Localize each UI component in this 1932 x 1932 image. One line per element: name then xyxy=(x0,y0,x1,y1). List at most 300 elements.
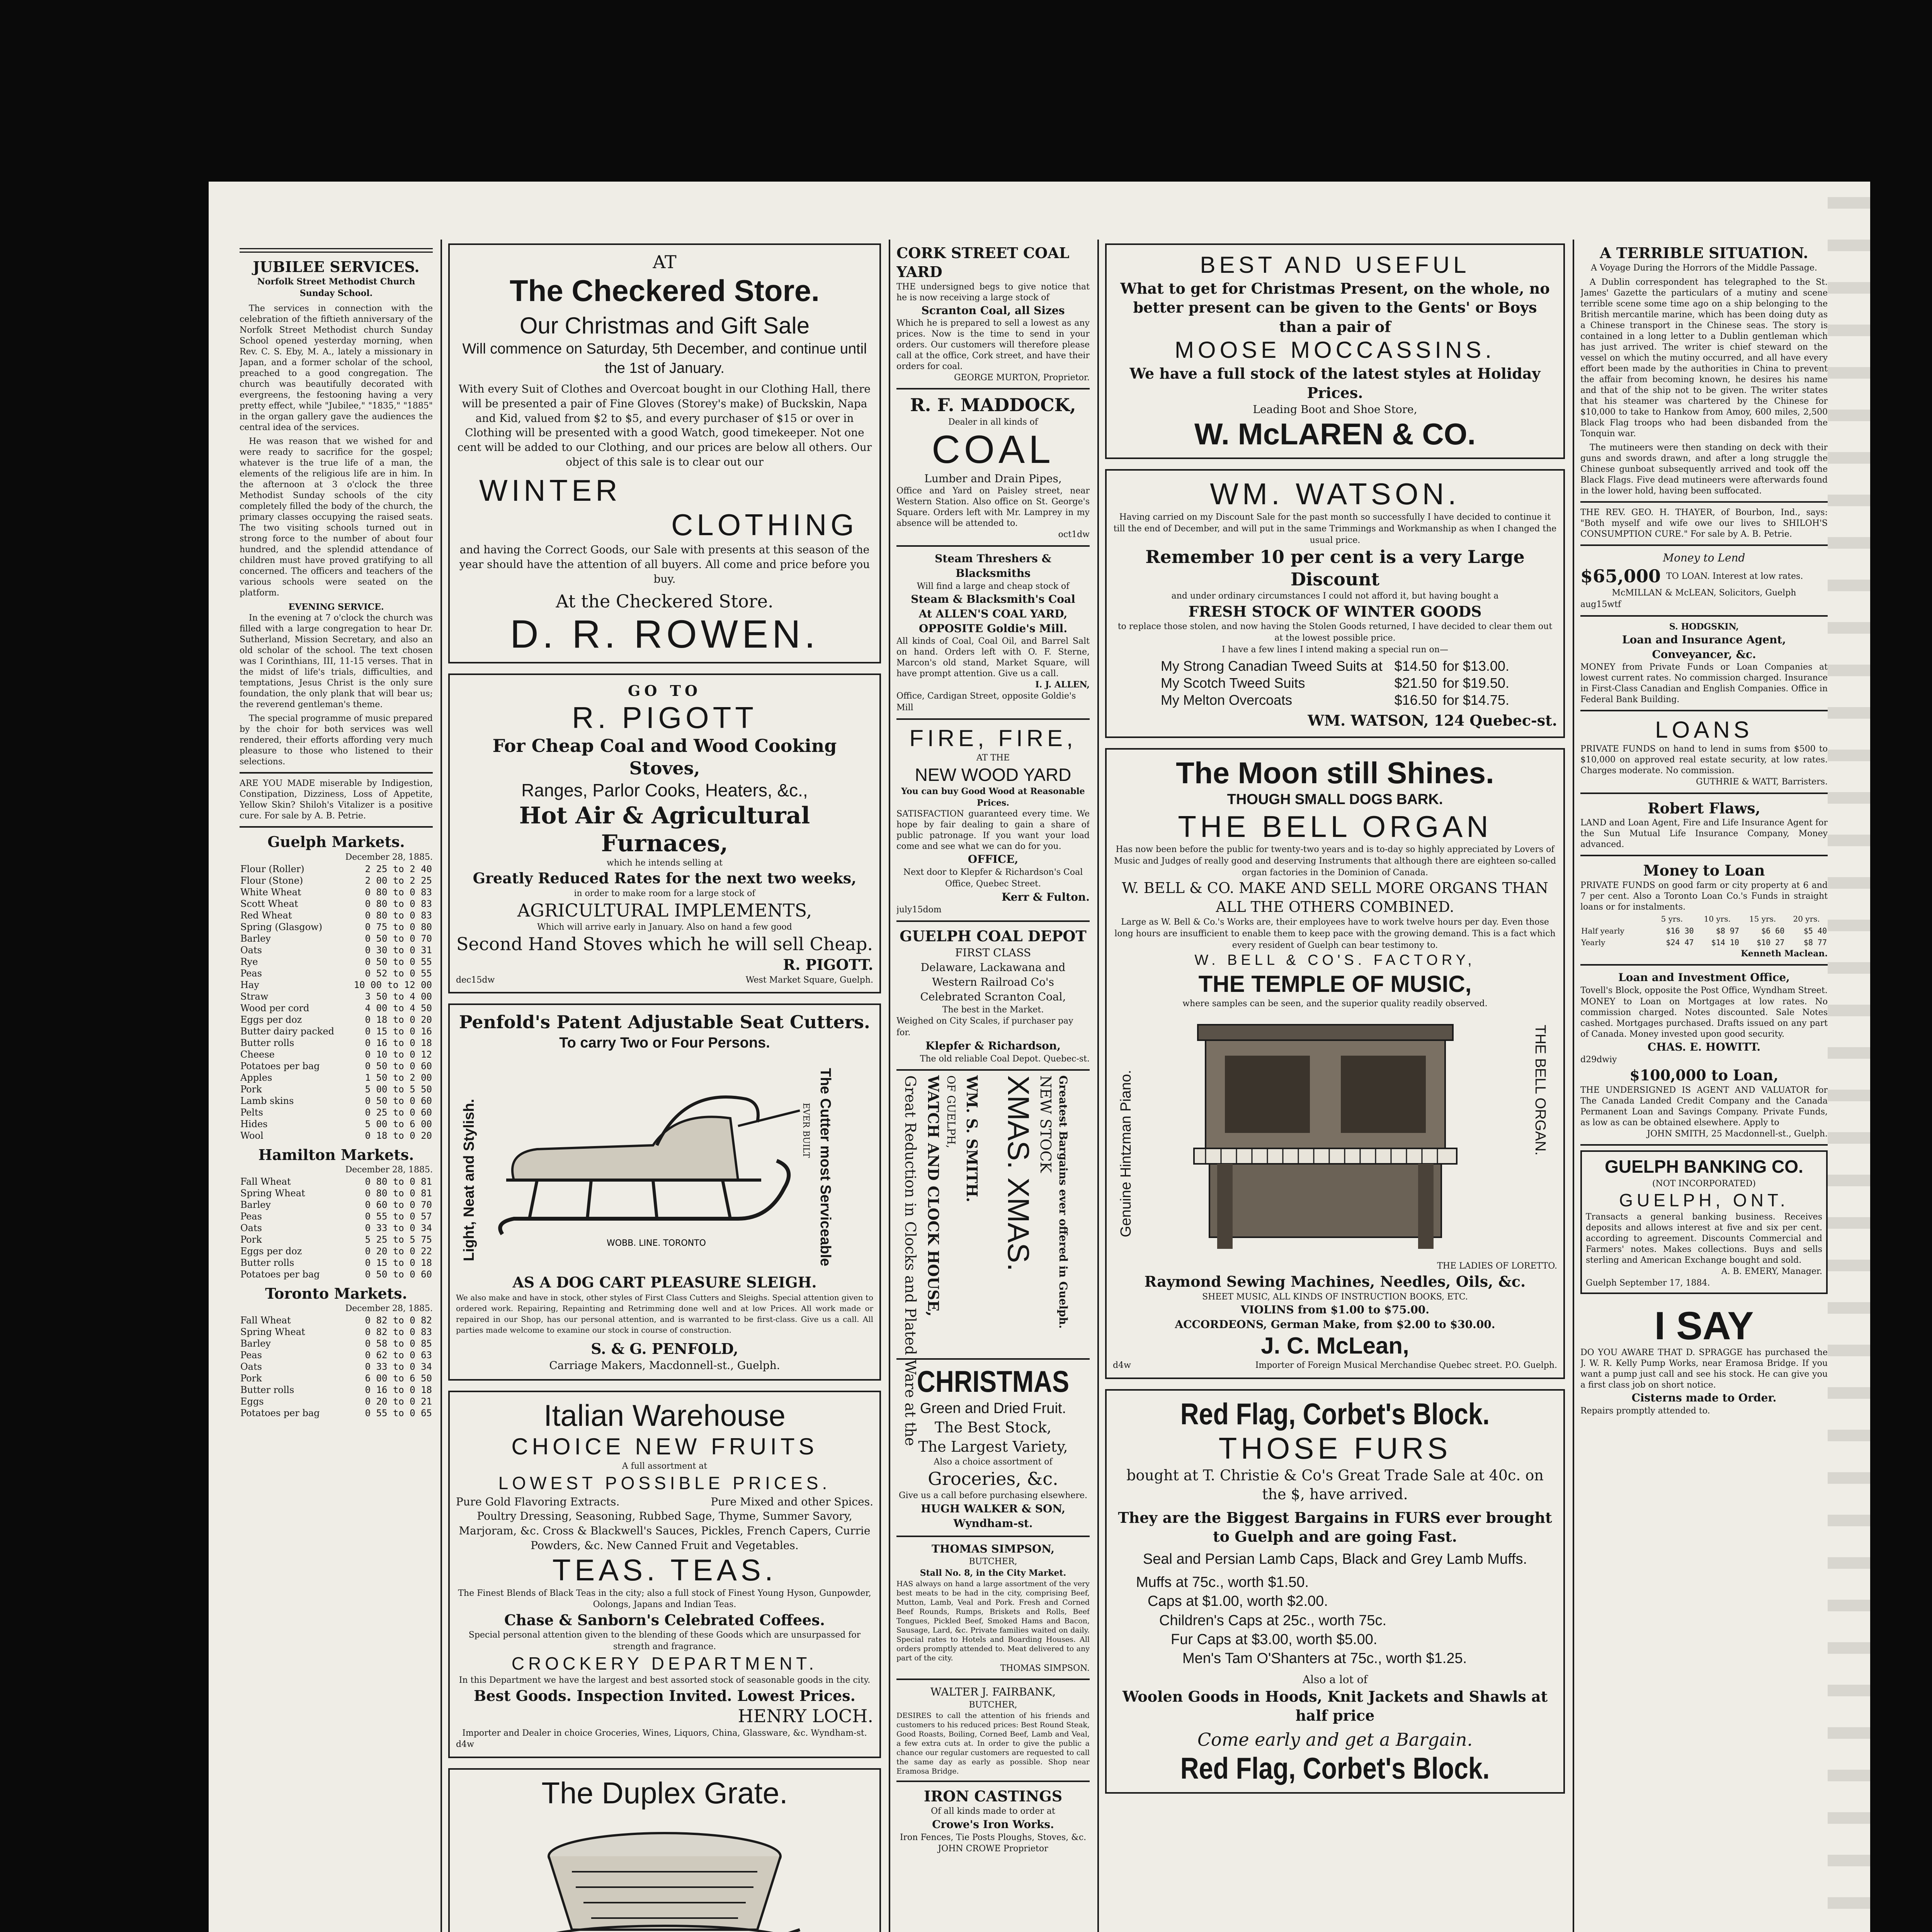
ad-signature: W. McLAREN & CO. xyxy=(1194,417,1476,451)
market-item: Potatoes per bag xyxy=(240,1060,320,1071)
ad-text: (NOT INCORPORATED) xyxy=(1652,1179,1756,1189)
ad-text: in order to make room for a large stock of xyxy=(574,888,755,898)
price-new: for $14.75. xyxy=(1442,692,1509,708)
ad-text: THE undersigned begs to give notice that he is now receiving a large stock of xyxy=(896,282,1090,303)
loan-column-header: 20 yrs. xyxy=(1793,914,1820,923)
ad-date: Guelph September 17, 1884. xyxy=(1586,1278,1710,1288)
ad-headline: GUELPH, ONT. xyxy=(1619,1190,1789,1211)
ad-text: Great Reduction in Clocks and Plated Ware at the xyxy=(902,1075,919,1446)
market-row xyxy=(240,1187,433,1199)
ad-code: oct1dw xyxy=(1058,530,1090,540)
market-row xyxy=(240,1049,433,1060)
ad-headline: Our Christmas and Gift Sale xyxy=(519,313,810,339)
ad-text: Delaware, Lackawana and Western Railroad Co's xyxy=(920,961,1066,989)
ad-text: The Cutter most Serviceable xyxy=(817,1068,833,1267)
market-item: Fall Wheat xyxy=(240,1315,291,1326)
market-row xyxy=(240,1338,433,1349)
ad-text: AT THE xyxy=(976,753,1010,763)
market-item: Eggs xyxy=(240,1396,264,1407)
ad-text: MONEY to Loan on Mortgages at low rates. No commission charged. Notes discounted. Sale Notes cashed. Mortgages purchased. Drafts issued on any part of Canada. Money invested upon good security. xyxy=(1580,997,1828,1039)
sleigh-illustration-area xyxy=(456,1056,873,1273)
ad-headline: Money to Loan xyxy=(1643,862,1765,879)
ad-headline: COAL xyxy=(932,427,1054,472)
ad-text: Large as W. Bell & Co.'s Works are, their employees have to work twelve hours per day. Even those long hours are insufficient to enable them to keep pace with the growing demand. This is a fact which every resident of Guelph can bear testimony to. xyxy=(1114,917,1556,950)
ad-headline: Groceries, &c. xyxy=(928,1468,1058,1489)
ad-headline: XMAS. XMAS. xyxy=(1002,1075,1036,1272)
ad-signature: WM. S. SMITH. xyxy=(963,1075,981,1202)
ad-text: and having the Correct Goods, our Sale with presents at this season of the year should have the attention of all buyers. All come and price before you buy. xyxy=(459,543,870,585)
market-row xyxy=(240,1245,433,1257)
market-row xyxy=(240,1095,433,1107)
ad-text: DESIRES to call the attention of his friends and customers to his reduced prices: Best Round Steak, Good Roasts, Boiling, Corned Beef, Lamb and Veal, a few extra cuts at. In order to give the public a chance our regular customers are requested to call the same day as early as possible. Shop near Eramosa Bridge. xyxy=(896,1711,1090,1776)
ad-headline: IRON CASTINGS xyxy=(923,1787,1063,1805)
ad-text: where samples can be seen, and the superior quality readily observed. xyxy=(1182,998,1488,1009)
market-row xyxy=(240,1361,433,1372)
ad-headline: CLOTHING xyxy=(671,508,858,542)
market-row xyxy=(240,933,433,944)
ad-signature: JOHN CROWE Proprietor xyxy=(938,1844,1048,1854)
market-item: Eggs per doz xyxy=(240,1245,302,1257)
market-row xyxy=(240,1372,433,1384)
column-2 xyxy=(448,243,881,1932)
ad-signature: HUGH WALKER & SON, xyxy=(921,1502,1065,1515)
market-row xyxy=(240,898,433,910)
loan-amount: $65,000 xyxy=(1580,565,1661,587)
ad-signature: GEORGE MURTON, Proprietor. xyxy=(954,372,1090,383)
market-date: December 28, 1885. xyxy=(345,852,433,862)
ad-headline: Scranton Coal, all Sizes xyxy=(921,304,1065,317)
market-title: Hamilton Markets. xyxy=(258,1146,414,1163)
ad-text: Of all kinds made to order at xyxy=(931,1806,1055,1816)
market-row xyxy=(240,863,433,875)
ad-headline: Chase & Sanborn's Celebrated Coffees. xyxy=(504,1611,825,1629)
column-4 xyxy=(1105,243,1565,1804)
ad-text: The Largest Variety, xyxy=(918,1438,1068,1455)
ad-headline: AS A DOG CART PLEASURE SLEIGH. xyxy=(512,1274,817,1291)
market-row xyxy=(240,1396,433,1407)
ad-headline: Best Goods. Inspection Invited. Lowest Prices. xyxy=(474,1687,855,1704)
market-row xyxy=(240,875,433,886)
price-new: for $13.00. xyxy=(1442,658,1509,674)
market-item: Peas xyxy=(240,1349,262,1361)
market-row xyxy=(240,1072,433,1083)
article-subheading: A Voyage During the Horrors of the Middle Passage. xyxy=(1591,263,1817,273)
loan-column-header: 10 yrs. xyxy=(1704,914,1731,923)
market-row xyxy=(240,1199,433,1211)
loan-payment: $16 30 xyxy=(1666,926,1694,935)
market-item: Barley xyxy=(240,1199,271,1210)
loan-payment: $14 10 xyxy=(1711,937,1739,947)
market-price: 0 25 to 0 60 xyxy=(365,1107,432,1118)
shiloh-ad: ARE YOU MADE miserable by Indigestion, Constipation, Dizziness, Loss of Appetite, Yellow Skin? Shiloh's Vitalizer is a positive cure. For sale by A. B. Petrie. xyxy=(240,779,433,821)
market-row xyxy=(240,1315,433,1326)
rule xyxy=(896,920,1090,922)
ad-headline: FIRE, FIRE, xyxy=(909,725,1077,751)
ad-text: Office and Yard on Paisley street, near Western Station. Also office on St. George's Square. Orders left with Mr. Lamprey in my absence will be attended to. xyxy=(896,486,1090,529)
market-row xyxy=(240,956,433,968)
market-row xyxy=(240,1176,433,1187)
ad-signature: R. PIGOTT. xyxy=(783,956,873,974)
ad-text: I have a few lines I intend making a special run on— xyxy=(1222,645,1448,655)
ad-headline: MOOSE MOCCASSINS. xyxy=(1174,337,1496,363)
ad-text: TO LOAN. Interest at low rates. xyxy=(1666,571,1803,581)
market-row xyxy=(240,1083,433,1095)
market-item: Hides xyxy=(240,1118,268,1129)
ad-code: dec15dw xyxy=(456,975,495,985)
loan-payment: $5 40 xyxy=(1803,926,1827,935)
ad-text: We have a full stock of the latest styles at Holiday Prices. xyxy=(1129,365,1541,401)
ad-text: SHEET MUSIC, ALL KINDS OF INSTRUCTION BOOKS, ETC. xyxy=(1202,1292,1468,1302)
rule xyxy=(896,388,1090,389)
market-price: 0 80 to 0 83 xyxy=(365,898,432,909)
ad-code: d4w xyxy=(456,1740,474,1750)
market-item: Butter rolls xyxy=(240,1384,294,1395)
ad-headline: Loan and Investment Office, xyxy=(1618,971,1790,984)
market-row xyxy=(240,991,433,1002)
ad-headline: Cisterns made to Order. xyxy=(1631,1391,1777,1405)
market-item: Scott Wheat xyxy=(240,898,298,909)
market-price: 0 82 to 0 82 xyxy=(365,1315,432,1326)
column-rule xyxy=(889,240,890,1932)
market-price: 0 50 to 0 70 xyxy=(365,933,432,944)
rule xyxy=(1580,710,1828,711)
ad-headline: R. F. MADDOCK, xyxy=(910,395,1076,416)
piano-illustration-area xyxy=(1113,1013,1557,1260)
market-price: 0 16 to 0 18 xyxy=(365,1384,432,1395)
ad-signature: WM. WATSON, 124 Quebec-st. xyxy=(1308,712,1557,730)
ad-text: Iron Fences, Tie Posts Ploughs, Stoves, &c. xyxy=(900,1832,1087,1842)
ad-headline: Second Hand Stoves which he will sell Cheap. xyxy=(456,933,873,954)
loan-payment: $8 97 xyxy=(1716,926,1739,935)
market-row xyxy=(240,886,433,898)
market-row xyxy=(240,1326,433,1338)
loan-period: Half yearly xyxy=(1581,926,1624,935)
market-price: 0 50 to 0 60 xyxy=(365,1269,432,1280)
rule xyxy=(896,1536,1090,1537)
ad-headline: LOWEST POSSIBLE PRICES. xyxy=(498,1473,831,1493)
article-heading: JUBILEE SERVICES. xyxy=(253,258,420,276)
grate-illustration xyxy=(460,1814,869,1932)
ad-headline: CORK STREET COAL YARD xyxy=(896,244,1070,281)
ad-headline: GUELPH BANKING CO. xyxy=(1605,1156,1803,1177)
article-paragraph: In the evening at 7 o'clock the church was filled with a large congregation to hear Dr. Sutherland, Mission Secretary, and also an old scholar of the school. The text chosen was I Corinthians, III, 11-15 verses. That in the midst of life's trials, difficulties, and temptations, Jesus Christ is the only sure foundation, the only plank that will bear us; the reverend gentleman's theme. xyxy=(240,613,433,710)
price-line: Caps at $1.00, worth $2.00. xyxy=(1148,1593,1328,1610)
article-paragraph: The mutineers were then standing on deck with their guns and swords drawn, and after a long struggle the Chinese gunboat subsequently arrived and took off the Black Flags. Five dead mutineers were afterwards found in the lower hold, having been suffocated. xyxy=(1580,443,1828,496)
ad-headline: W. BELL & CO'S. FACTORY, xyxy=(1194,952,1476,969)
market-price: 0 60 to 0 70 xyxy=(365,1199,432,1210)
ad-text: OF GUELPH, xyxy=(945,1075,957,1148)
ad-text: SATISFACTION guaranteed every time. We hope by fair dealing to gain a share of public patronage. If you want your load come and see what we can do for you. xyxy=(896,809,1090,852)
ad-text: Also a choice assortment of xyxy=(934,1457,1053,1467)
ad-text: PRIVATE FUNDS on good farm or city property at 6 and 7 per cent. Also a Toronto Loan Co.'s Funds in straight loans or for instalments. xyxy=(1580,880,1828,912)
ad-text: Tovell's Block, opposite the Post Office, Wyndham Street. xyxy=(1580,985,1828,995)
ad-text: A full assortment at xyxy=(622,1461,707,1471)
ad-headline: Penfold's Patent Adjustable Seat Cutters. xyxy=(459,1012,870,1033)
ad-text: Lumber and Drain Pipes, xyxy=(924,472,1062,485)
ad-headline: R. PIGOTT xyxy=(572,700,757,735)
ad-text: Greatest Bargains ever offered in Guelph. xyxy=(1057,1075,1070,1329)
ad-text: ACCORDEONS, German Make, from $2.00 to $30.00. xyxy=(1175,1318,1495,1331)
ad-address: Office, Cardigan Street, opposite Goldie's Mill xyxy=(896,691,1076,713)
ad-code: july15dom xyxy=(896,905,942,915)
ad-headline: THOMAS SIMPSON, xyxy=(932,1542,1054,1555)
ad-headline: NEW WOOD YARD xyxy=(915,764,1071,785)
rule xyxy=(240,772,433,774)
ad-code: d4w xyxy=(1113,1360,1131,1370)
market-row xyxy=(240,1002,433,1014)
rule xyxy=(1580,855,1828,856)
ad-headline: Italian Warehouse xyxy=(544,1398,786,1432)
market-price: 5 00 to 6 00 xyxy=(365,1118,432,1129)
market-price: 0 80 to 0 81 xyxy=(365,1187,432,1199)
ad-signature: CHAS. E. HOWITT. xyxy=(1647,1040,1761,1053)
market-price: 0 33 to 0 34 xyxy=(365,1361,432,1372)
market-row xyxy=(240,944,433,956)
market-row xyxy=(240,1211,433,1222)
ad-text: Which he is prepared to sell a lowest as any prices. Now is the time to send in your orders. Our customers will therefore please call at the office, Cork street, and have their orders for coal. xyxy=(896,318,1090,371)
market-item: Oats xyxy=(240,944,262,956)
ad-text: bought at T. Christie & Co's Great Trade Sale at 40c. on the $, have arrived. xyxy=(1126,1466,1544,1503)
ad-code: aug15wtf xyxy=(1580,600,1621,610)
ad-address: Importer and Dealer in choice Groceries, Wines, Liquors, China, Glassware, &c. Wyndham-st. xyxy=(462,1728,867,1738)
market-item: Spring Wheat xyxy=(240,1326,305,1337)
market-item: Peas xyxy=(240,968,262,979)
price-item: My Scotch Tweed Suits xyxy=(1161,675,1305,691)
market-row xyxy=(240,1060,433,1072)
market-date: December 28, 1885. xyxy=(345,1165,433,1175)
ad-headline: The Duplex Grate. xyxy=(541,1776,788,1810)
ad-headline: Remember 10 per cent is a very Large Discount xyxy=(1145,546,1525,590)
market-item: Potatoes per bag xyxy=(240,1407,320,1418)
price-old: $21.50 xyxy=(1394,675,1437,691)
ad-headline: CHOICE NEW FRUITS xyxy=(511,1434,818,1460)
ad-headline: Celebrated Scranton Coal, xyxy=(920,990,1066,1003)
market-item: Flour (Stone) xyxy=(240,875,303,886)
price-line: Fur Caps at $3.00, worth $5.00. xyxy=(1171,1631,1378,1648)
ad-text: HAS always on hand a large assortment of the very best meats to be had in the city, comprising Beef, Mutton, Lamb, Veal and Pork. Fresh and Corned Beef Rounds, Rumps, Briskets and Rolls, Beef Tongues, Pickled Beef, Smoked Hams and Bacon, Sausage, Lard, &c. Private families waited on daily. Special rates to Hotels and Boarding Houses. All orders promptly attended to. Meat delivered to any part of the city. xyxy=(896,1579,1090,1662)
ad-text: FIRST CLASS xyxy=(955,946,1031,959)
market-price: 0 62 to 0 63 xyxy=(365,1349,432,1361)
market-row xyxy=(240,1257,433,1269)
ad-signature: S. & G. PENFOLD, xyxy=(591,1340,738,1357)
ad-headline: WM. WATSON. xyxy=(1210,477,1460,511)
market-price: 2 00 to 2 25 xyxy=(365,875,432,886)
shiloh-ad: THE REV. GEO. H. THAYER, of Bourbon, Ind., says: "Both myself and wife owe our lives to SHILOH'S CONSUMPTION CURE." For sale by A. B. Petrie. xyxy=(1580,508,1828,539)
ad-text: BUTCHER, xyxy=(969,1700,1017,1710)
ad-signature: Kenneth Maclean. xyxy=(1741,948,1828,959)
market-row xyxy=(240,979,433,991)
rule xyxy=(240,248,433,253)
market-item: Wool xyxy=(240,1130,264,1141)
bell-organ-ad xyxy=(1105,748,1565,1379)
ad-headline: BEST AND USEFUL xyxy=(1200,252,1470,278)
duplex-grate-ad xyxy=(448,1768,881,1932)
ad-address: Next door to Klepfer & Richardson's Coal Office, Quebec Street. xyxy=(903,867,1083,889)
ad-signature: GUTHRIE & WATT, Barristers. xyxy=(1696,777,1828,787)
ad-text: With every Suit of Clothes and Overcoat bought in our Clothing Hall, there will be presented a pair of Fine Gloves (Storey's make) of Buckskin, Napa and Kid, valued from $2 to $5, and every purchaser of $15 or over in Clothing will be presented with a good Watch, good timekeeper. Not one cent will be added to our Clothing, and our prices are below all others. Our object of this sale is to clear out our xyxy=(457,382,872,468)
loan-period: Yearly xyxy=(1581,937,1605,947)
market-item: Pelts xyxy=(240,1107,263,1118)
ad-address: The old reliable Coal Depot. Quebec-st. xyxy=(920,1054,1090,1064)
ad-text: and under ordinary circumstances I could not afford it, but having bought a xyxy=(1171,591,1499,601)
ad-text: Ranges, Parlor Cooks, Heaters, &c., xyxy=(521,780,808,801)
market-item: Straw xyxy=(240,991,269,1002)
loan-column-header: 15 yrs. xyxy=(1749,914,1776,923)
column-5 xyxy=(1580,243,1828,1417)
market-title: Toronto Markets. xyxy=(265,1284,407,1302)
ad-address: Wyndham-st. xyxy=(953,1517,1033,1530)
ad-text: We also make and have in stock, other styles of First Class Cutters and Sleighs. Special attention given to ordered work. Repairing, Repainting and Retrimming done well and at low Prices. All work made or repaired in our Shop, has our personal attention, and is warranted to be first-class. Give us a call. All parties made welcome to examine our stock in course of construction. xyxy=(456,1293,873,1335)
ad-headline: Money to Lend xyxy=(1663,551,1745,565)
ad-text: Weighed on City Scales, if purchaser pay for. xyxy=(896,1016,1073,1038)
market-item: Potatoes per bag xyxy=(240,1269,320,1280)
market-title: Guelph Markets. xyxy=(267,833,405,851)
market-item: Pork xyxy=(240,1083,262,1095)
ad-headline: The Moon still Shines. xyxy=(1176,755,1494,790)
rule xyxy=(896,545,1090,547)
market-price: 0 30 to 0 31 xyxy=(365,944,432,956)
ad-text: Stall No. 8, in the City Market. xyxy=(920,1568,1066,1578)
market-row xyxy=(240,1130,433,1141)
market-price: 0 80 to 0 83 xyxy=(365,886,432,898)
ad-headline: FRESH STOCK OF WINTER GOODS xyxy=(1188,602,1482,620)
market-price: 5 00 to 5 50 xyxy=(365,1083,432,1095)
ad-headline: Loan and Insurance Agent, Conveyancer, &c. xyxy=(1622,633,1786,661)
ad-headline: CROCKERY DEPARTMENT. xyxy=(511,1653,818,1673)
market-price: 10 00 to 12 00 xyxy=(354,979,432,990)
article-heading: A TERRIBLE SITUATION. xyxy=(1600,244,1808,262)
column-1 xyxy=(240,243,433,1419)
market-row xyxy=(240,1407,433,1419)
market-row xyxy=(240,1118,433,1130)
ad-headline: They are the Biggest Bargains in FURS ever brought to Guelph and are going Fast. xyxy=(1118,1509,1552,1546)
market-item: Pork xyxy=(240,1234,262,1245)
ad-headline: THE BELL ORGAN xyxy=(1178,809,1492,844)
sleigh-caption: WOBB. LINE. TORONTO xyxy=(607,1238,706,1248)
ad-signature: THOMAS SIMPSON. xyxy=(1000,1663,1090,1673)
ad-headline: WATCH AND CLOCK HOUSE, xyxy=(925,1075,942,1317)
ad-text: Give us a call before purchasing elsewhere. xyxy=(899,1491,1087,1501)
ad-text: VIOLINS from $1.00 to $75.00. xyxy=(1240,1303,1430,1316)
ad-address: Importer of Foreign Musical Merchandise Quebec street. P.O. Guelph. xyxy=(1255,1360,1557,1370)
ad-text: MONEY from Private Funds or Loan Companies at lowest current rates. No commission charged. Insurance in First-Class Canadian and English Companies. Office in Federal Bank Building. xyxy=(1580,662,1828,705)
market-item: Butter rolls xyxy=(240,1037,294,1048)
market-item: Oats xyxy=(240,1222,262,1233)
article-paragraph: The services in connection with the celebration of the fiftieth anniversary of the Norfolk Street Methodist church Sunday School opened yesterday morning, when Rev. C. S. Eby, M. A., lately a missionary in Japan, and a former scholar of the school, preached to a good congregation. The church was beautifully decorated with evergreens, the festooning having a very pretty effect, while "Jubilee," "1835," "1885" in the organ gallery gave the audiences the central idea of the services. xyxy=(240,303,433,432)
market-price: 0 75 to 0 80 xyxy=(365,921,432,932)
ad-text: Come early and get a Bargain. xyxy=(1197,1729,1473,1750)
market-item: Flour (Roller) xyxy=(240,863,304,874)
ad-text: PRIVATE FUNDS on hand to lend in sums from $500 to $10,000 on approved real estate security, at low rates. Charges moderate. No commission. xyxy=(1580,744,1828,776)
penfold-ad xyxy=(448,1003,881,1380)
market-price: 0 52 to 0 55 xyxy=(365,968,432,979)
article-paragraph: A Dublin correspondent has telegraphed to the St. James' Gazette the particulars of a mutiny and scene terrible scene some time ago on a ship belonging to the British mercantile marine, which has been doing duty as a Chinese transport in the Chinese seas. The story is contained in a long letter to a Dublin gentleman which has just arrived. The writer is chief steward on the vessel on which the mutiny occurred, and all have every effort been made by the authorities in China to prevent the affair from becoming known, he desires his name and that of the ship not to be given. The writer states that his steamer was chartered by the Chinese for $10,000 to take to Hankow from Amoy, 600 miles, 2,500 Black Flag troops who had been disbanded from the Tonquin war. xyxy=(1580,277,1828,439)
market-item: Hay xyxy=(240,979,259,990)
market-price: 3 50 to 4 00 xyxy=(365,991,432,1002)
market-price: 0 10 to 0 12 xyxy=(365,1049,432,1060)
guelph-banking-ad xyxy=(1580,1150,1828,1294)
ad-text: Pure Mixed and other Spices. xyxy=(711,1495,873,1508)
market-item: White Wheat xyxy=(240,886,301,898)
ad-text: THE UNDERSIGNED IS AGENT AND VALUATOR for The Canada Landed Credit Company and the Canada Permanent Loan and Savings Company. Private Funds, as low as can be obtained elsewhere. Apply to xyxy=(1580,1085,1828,1128)
loan-payment: $10 27 xyxy=(1757,937,1785,947)
rule xyxy=(896,718,1090,720)
market-row xyxy=(240,921,433,933)
ad-headline: THE TEMPLE OF MUSIC, xyxy=(1198,971,1472,997)
price-new: for $19.50. xyxy=(1442,675,1509,691)
ad-headline: Greatly Reduced Rates for the next two weeks, xyxy=(473,869,857,887)
ad-text: Pure Gold Flavoring Extracts. xyxy=(456,1495,620,1508)
ad-text: What to get for Christmas Present, on the whole, no better present can be given to the Gents' or Boys than a pair of xyxy=(1120,280,1550,335)
ad-headline: TEAS. TEAS. xyxy=(552,1553,777,1587)
ad-text: GO TO xyxy=(628,682,702,700)
market-item: Lamb skins xyxy=(240,1095,294,1106)
ad-signature: Klepfer & Richardson, xyxy=(925,1039,1061,1052)
ad-text: Will commence on Saturday, 5th December, and continue until the 1st of January. xyxy=(462,341,867,376)
loan-payment: $24 47 xyxy=(1666,937,1694,947)
market-price: 0 80 to 0 83 xyxy=(365,910,432,921)
column-3 xyxy=(896,243,1090,1855)
ad-signature: D. R. ROWEN. xyxy=(510,612,819,656)
rule xyxy=(240,826,433,828)
price-line: Children's Caps at 25c., worth 75c. xyxy=(1159,1612,1387,1629)
loan-column-header: 5 yrs. xyxy=(1661,914,1683,923)
ad-text: Genuine Hintzman Piano. xyxy=(1118,1070,1134,1238)
ad-headline: S. HODGSKIN, xyxy=(1669,621,1739,632)
ad-text: LAND and Loan Agent, Fire and Life Insurance Agent for the Sun Mutual Life Insurance Company, Money advanced. xyxy=(1580,818,1828,850)
ad-headline: Red Flag, Corbet's Block. xyxy=(1180,1396,1490,1431)
market-price: 0 50 to 0 60 xyxy=(365,1095,432,1106)
ad-headline: $100,000 to Loan, xyxy=(1629,1066,1779,1084)
ad-headline: WALTER J. FAIRBANK, xyxy=(930,1685,1056,1699)
loan-payment: $8 77 xyxy=(1803,937,1827,947)
article-paragraph: The special programme of music prepared by the choir for both services was well rendered, their efforts affording very much pleasure to those who listened to their selections. xyxy=(240,714,433,767)
ad-text: To carry Two or Four Persons. xyxy=(559,1034,770,1051)
italian-warehouse-ad xyxy=(448,1391,881,1758)
loan-row xyxy=(1580,925,1828,937)
suit-price-list xyxy=(1160,658,1510,709)
ad-signature: HENRY LOCH. xyxy=(738,1706,873,1727)
market-row xyxy=(240,1107,433,1118)
loan-column-header xyxy=(1580,913,1649,925)
market-price: 0 55 to 0 57 xyxy=(365,1211,432,1222)
ad-text: NEW STOCK xyxy=(1037,1075,1054,1173)
checkered-store-ad xyxy=(448,243,881,663)
market-price: 0 50 to 0 60 xyxy=(365,1060,432,1071)
ad-address: West Market Square, Guelph. xyxy=(745,975,873,985)
rule xyxy=(896,1358,1090,1360)
ad-text: Has now been before the public for twenty-two years and is to-day so highly appreciated by Lovers of Music and Judges of really good and deserving Instruments that although there are eighteen so-called organ factories in the Dominion of Canada. xyxy=(1114,845,1556,878)
rule xyxy=(1580,544,1828,546)
market-item: Cheese xyxy=(240,1049,275,1060)
piano-illustration xyxy=(1159,1013,1492,1253)
loan-payment: $6 60 xyxy=(1761,926,1785,935)
red-flag-ad xyxy=(1105,1389,1565,1794)
market-price: 5 25 to 5 75 xyxy=(365,1234,432,1245)
torn-right-edge xyxy=(1828,182,1870,1932)
ad-headline: AGRICULTURAL IMPLEMENTS, xyxy=(517,900,812,921)
ad-headline: THOSE FURS xyxy=(1218,1431,1452,1466)
market-price: 0 16 to 0 18 xyxy=(365,1037,432,1048)
ad-text: Having carried on my Discount Sale for the past month so successfully I have decided to continue it till the end of December, and will put in the same Trimmings and Workmanship as when I changed the usual price. xyxy=(1113,512,1557,545)
ad-headline: LOANS xyxy=(1655,717,1753,743)
ad-text: THE LADIES OF LORETTO. xyxy=(1437,1261,1557,1271)
market-price: 6 00 to 6 50 xyxy=(365,1372,432,1384)
ad-headline: WINTER xyxy=(479,473,621,507)
guelph-market-table xyxy=(240,863,433,1141)
ad-text: In this Department we have the largest and best assorted stock of seasonable goods in the city. xyxy=(459,1675,871,1685)
ad-signature: JOHN SMITH, 25 Macdonnell-st., Guelph. xyxy=(1647,1129,1828,1139)
